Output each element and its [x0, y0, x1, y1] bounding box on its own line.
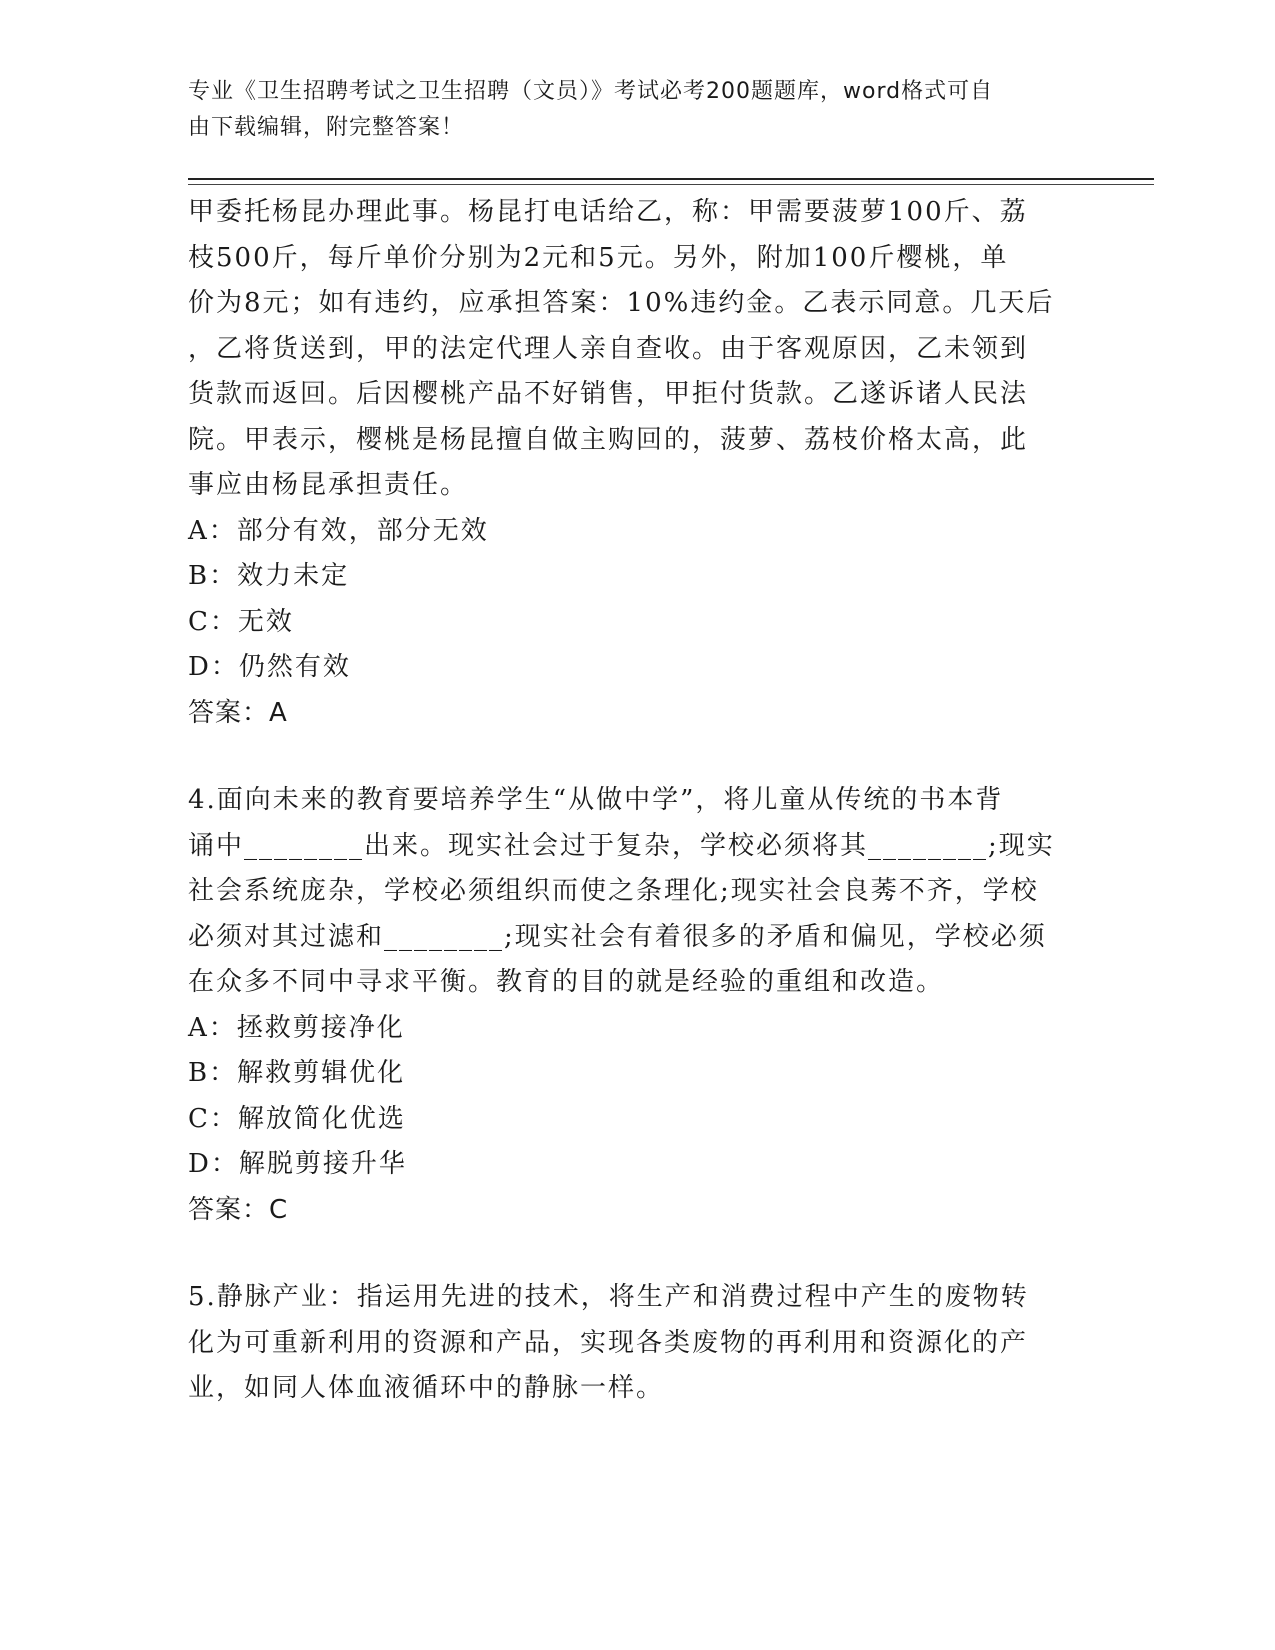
- question-5: [188, 1275, 1068, 1412]
- header-rule-thin: [188, 184, 1154, 185]
- question-4-text-line: 4.面向未来的教育要培养学生“从做中学”，将儿童从传统的书本背: [188, 785, 1004, 815]
- document-header: [188, 74, 1068, 146]
- question-4-answer: 答案：C: [188, 1194, 289, 1225]
- question-4-option-b: B：解救剪辑优化: [188, 1058, 406, 1088]
- question-5-text-line: 业，如同人体血液循环中的静脉一样。: [188, 1373, 665, 1403]
- question-4-option-c: C：解放简化优选: [188, 1103, 406, 1134]
- question-4-text-line: 必须对其过滤和________;现实社会有着很多的矛盾和偏见，学校必须: [188, 921, 1047, 952]
- question-3-text-line: 价为8元；如有违约，应承担答案：10%违约金。乙表示同意。几天后: [188, 288, 1055, 318]
- spacer: [188, 1233, 1068, 1275]
- question-3-text-line: 枝500斤，每斤单价分别为2元和5元。另外，附加100斤樱桃，单: [188, 242, 1009, 273]
- question-3-answer: 答案：A: [188, 697, 288, 728]
- question-4-option-d: D：解脱剪接升华: [188, 1149, 407, 1179]
- header-rule-thick: [188, 178, 1154, 180]
- question-5-text-line: 化为可重新利用的资源和产品，实现各类废物的再利用和资源化的产: [188, 1327, 1029, 1358]
- question-3-option-c: C：无效: [188, 606, 294, 637]
- question-3-option-d: D：仍然有效: [188, 652, 351, 682]
- question-4-text-line: 社会系统庞杂，学校必须组织而使之条理化;现实社会良莠不齐，学校: [188, 876, 1039, 906]
- question-3-text-line: 院。甲表示，樱桃是杨昆擅自做主购回的，菠萝、荔枝价格太高，此: [188, 424, 1029, 455]
- question-3-option-a: A：部分有效，部分无效: [188, 515, 489, 546]
- header-title-line-1: 专业《卫生招聘考试之卫生招聘（文员）》考试必考200题题库，word格式可自: [188, 79, 994, 104]
- question-3-option-b: B：效力未定: [188, 561, 350, 591]
- question-3-text-line: 甲委托杨昆办理此事。杨昆打电话给乙，称：甲需要菠萝100斤、荔: [188, 197, 1028, 227]
- question-3-text-line: 货款而返回。后因樱桃产品不好销售，甲拒付货款。乙遂诉诸人民法: [188, 379, 1029, 409]
- question-4: [188, 778, 1068, 1233]
- spacer: [188, 736, 1068, 778]
- question-3-text-line: 事应由杨昆承担责任。: [188, 470, 469, 500]
- question-4-text-line: 诵中________出来。现实社会过于复杂，学校必须将其________;现实: [188, 830, 1055, 861]
- question-4-option-a: A：拯救剪接净化: [188, 1012, 405, 1043]
- header-title-line-2: 由下载编辑，附完整答案！: [188, 115, 465, 140]
- question-3-text-line: ，乙将货送到，甲的法定代理人亲自查收。由于客观原因，乙未领到: [188, 333, 1029, 364]
- question-3: [188, 190, 1068, 736]
- document-body: [188, 190, 1068, 1412]
- question-4-text-line: 在众多不同中寻求平衡。教育的目的就是经验的重组和改造。: [188, 967, 945, 997]
- question-5-text-line: 5.静脉产业：指运用先进的技术，将生产和消费过程中产生的废物转: [188, 1282, 1029, 1312]
